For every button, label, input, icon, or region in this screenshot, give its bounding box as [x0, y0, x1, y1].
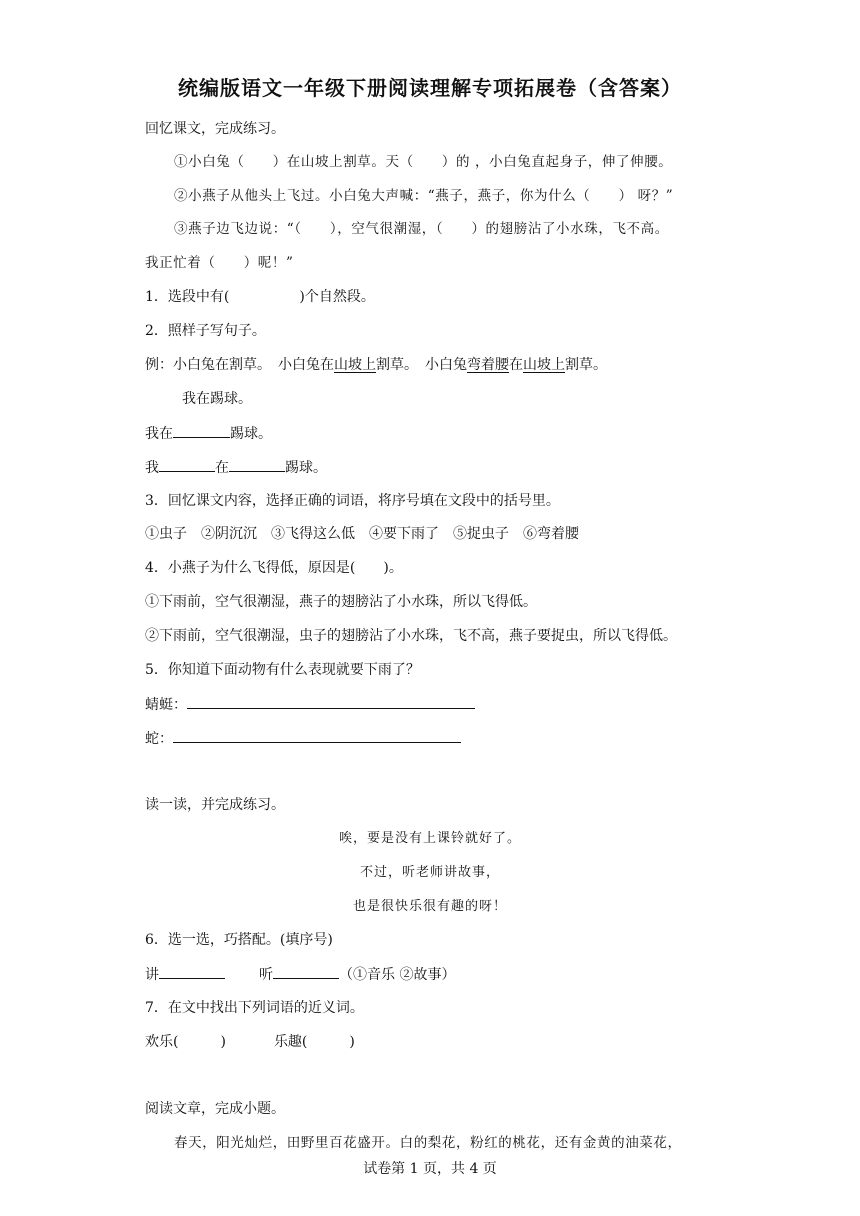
- practice-3-part-c: 踢球。: [285, 460, 327, 476]
- dragonfly-label: 蜻蜓：: [145, 697, 187, 713]
- answer-blank[interactable]: [173, 423, 230, 438]
- section3-intro: 阅读文章，完成小题。: [145, 1101, 285, 1117]
- answer-blank[interactable]: [229, 457, 285, 472]
- answer-option-2: ②下雨前，空气很潮湿，虫子的翅膀沾了小水珠，飞不高，燕子要捉虫，所以飞得低。: [145, 628, 677, 644]
- jiang-label: 讲: [145, 967, 159, 983]
- match-line: [145, 964, 455, 985]
- example-underline-1: 山坡上: [334, 357, 376, 373]
- synonym-line: [145, 1032, 355, 1052]
- question-2: 2．照样子写句子。: [145, 323, 266, 339]
- section1-intro: 回忆课文，完成练习。: [145, 121, 285, 137]
- example-mid: 割草。 小白兔: [376, 357, 467, 373]
- passage-para-3a: ③燕子边飞边说：“（ ），空气很潮湿，（ ）的翅膀沾了小水珠，飞不高。: [174, 221, 669, 237]
- question-6: 6．选一选，巧搭配。(填序号): [145, 932, 333, 948]
- passage-para-3b: 我正忙着（ ）呢！”: [145, 255, 294, 271]
- answer-blank[interactable]: [159, 457, 215, 472]
- question-5: 5．你知道下面动物有什么表现就要下雨了？: [145, 662, 420, 678]
- practice-sentence-2: [145, 423, 272, 444]
- question-3: 3．回忆课文内容，选择正确的词语，将序号填在文段中的括号里。: [145, 493, 560, 509]
- synonym-1: 欢乐( ): [145, 1034, 226, 1050]
- example-underline-2: 弯着腰: [467, 357, 509, 373]
- synonym-2: 乐趣( ): [273, 1034, 355, 1050]
- example-underline-3: 山坡上: [523, 357, 565, 373]
- article-para-1: 春天，阳光灿烂，田野里百花盛开。白的梨花，粉红的桃花，还有金黄的油菜花，: [174, 1135, 682, 1151]
- passage-para-1: ①小白兔（ ）在山坡上割草。天（ ）的 ，小白兔直起身子，伸了伸腰。: [174, 154, 673, 170]
- dragonfly-line: [145, 694, 475, 715]
- match-choices: （①音乐 ②故事）: [339, 967, 456, 983]
- answer-blank[interactable]: [187, 694, 475, 709]
- page-title: 统编版语文一年级下册阅读理解专项拓展卷（含答案）: [178, 76, 682, 100]
- practice-sentence-1: 我在踢球。: [182, 391, 252, 407]
- practice-2-part-b: 踢球。: [230, 426, 272, 442]
- question-1: 1．选段中有( )个自然段。: [145, 289, 375, 305]
- poem-line: 不过，听老师讲故事，: [359, 865, 500, 880]
- poem-line: 也是很快乐很有趣的呀！: [352, 899, 507, 914]
- page-footer: 试卷第 1 页，共 4 页: [363, 1161, 497, 1177]
- snake-label: 蛇：: [145, 731, 173, 747]
- example-lead: 例：小白兔在割草。 小白兔在: [145, 357, 334, 373]
- practice-3-part-b: 在: [215, 460, 229, 476]
- word-options: ①虫子 ②阴沉沉 ③飞得这么低 ④要下雨了 ⑤捉虫子 ⑥弯着腰: [145, 526, 579, 542]
- example-end: 割草。: [565, 357, 607, 373]
- example-sentence: [145, 355, 607, 375]
- answer-blank[interactable]: [159, 964, 225, 979]
- ting-label: 听: [259, 967, 273, 983]
- passage-para-2: ②小燕子从他头上飞过。小白兔大声喊：“燕子，燕子，你为什么（ ） 呀？”: [174, 188, 674, 204]
- practice-2-part-a: 我在: [145, 426, 173, 442]
- answer-blank[interactable]: [273, 964, 339, 979]
- answer-option-1: ①下雨前，空气很潮湿，燕子的翅膀沾了小水珠，所以飞得低。: [145, 594, 537, 610]
- question-4: 4．小燕子为什么飞得低，原因是( )。: [145, 560, 403, 576]
- practice-3-part-a: 我: [145, 460, 159, 476]
- poem-line: 唉，要是没有上课铃就好了。: [338, 831, 521, 846]
- practice-sentence-3: [145, 457, 327, 478]
- section2-intro: 读一读，并完成练习。: [145, 797, 285, 813]
- example-zai: 在: [509, 357, 523, 373]
- question-7: 7．在文中找出下列词语的近义词。: [145, 1000, 364, 1016]
- snake-line: [145, 728, 461, 749]
- answer-blank[interactable]: [173, 728, 461, 743]
